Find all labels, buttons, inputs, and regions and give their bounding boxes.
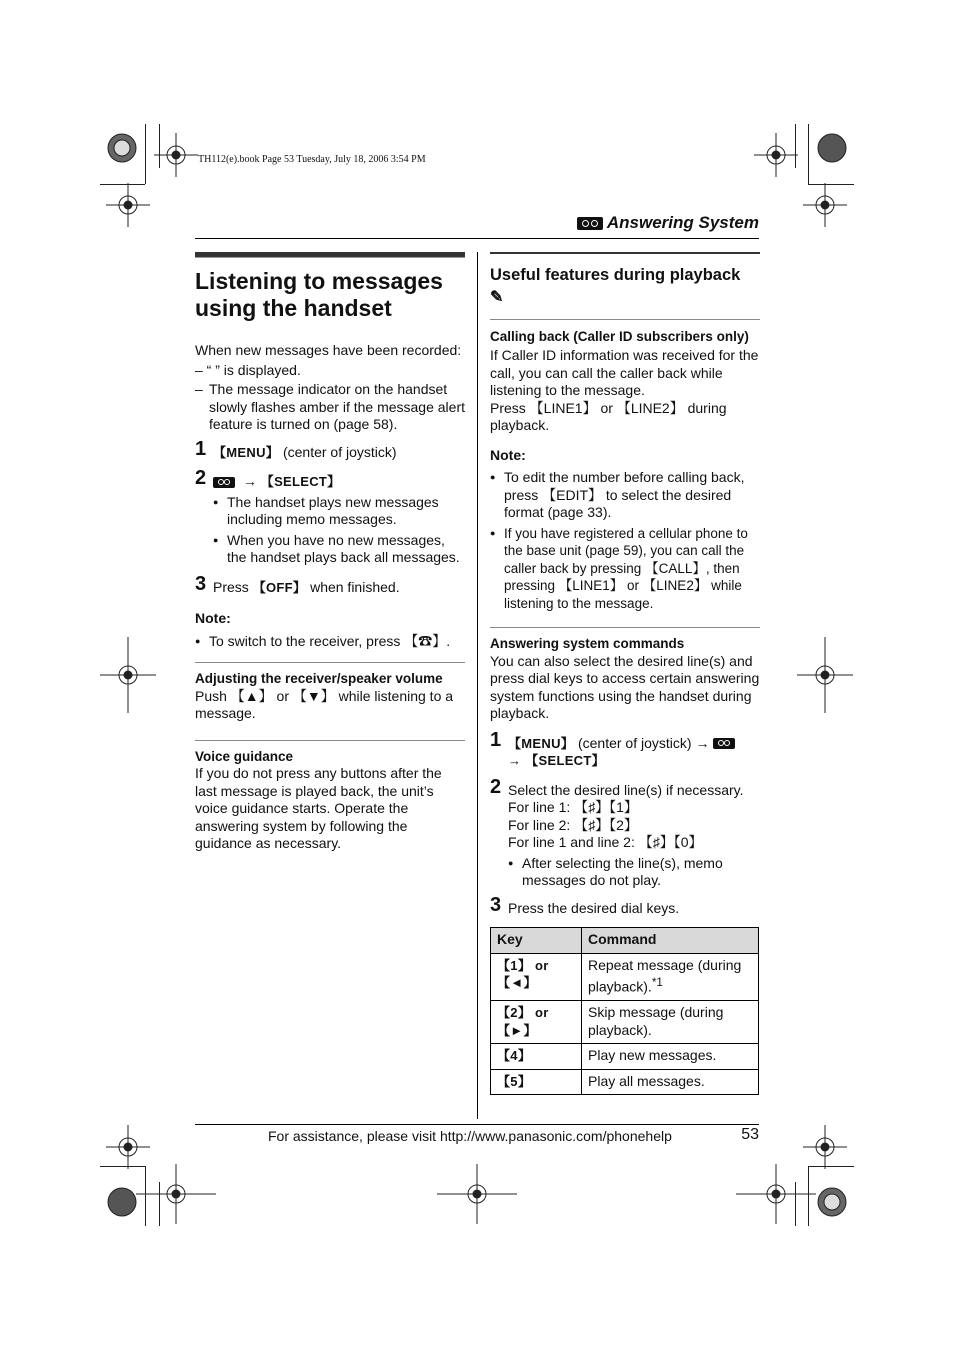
step-text: (center of joystick) xyxy=(279,443,397,460)
note-bullet: ● To edit the number before calling back, press 【EDIT】 to select the desired format (page 33). xyxy=(490,469,760,522)
indicator-note: – The message indicator on the handset slowly flashes amber if the message alert feature is turned on (page 58). xyxy=(195,381,465,434)
step-number: 1 xyxy=(195,437,207,460)
line-option: For line 1 and line 2: 【♯】【0】 xyxy=(508,834,703,850)
bullet: ● When you have no new messages, the handset plays back all messages. xyxy=(213,532,465,567)
table-header-row xyxy=(491,928,759,954)
commands-text: You can also select the desired line(s) and press dial keys to access certain answering system functions using the handset during playback. xyxy=(490,652,760,721)
menu-key: 【MENU】 xyxy=(213,444,280,460)
table-cell: Play all messages. xyxy=(582,1069,759,1095)
voice-text: If you do not press any buttons after the last message is played back, the unit’s voice guidance starts. Operate the answering system by following the guidance as necessary. xyxy=(195,765,442,851)
answering-tape-icon xyxy=(577,217,603,230)
section-heading-text: Useful features during playback xyxy=(490,266,741,284)
select-key: 【SELECT】 xyxy=(260,474,341,489)
callback-heading: Calling back (Caller ID subscribers only) xyxy=(490,329,749,344)
step-3 xyxy=(195,572,465,597)
section-header xyxy=(577,213,759,233)
footer-text: For assistance, please visit http://www.panasonic.com/phonehelp xyxy=(268,1128,672,1144)
bullet: ● After selecting the line(s), memo messages do not play. xyxy=(508,855,760,890)
answering-tape-icon xyxy=(213,477,235,488)
handset-icon: ✎ xyxy=(490,289,504,306)
intro-text: When new messages have been recorded: xyxy=(195,342,462,358)
book-info: TH112(e).book Page 53 Tuesday, July 18, 2006 3:54 PM xyxy=(198,154,426,165)
volume-heading: Adjusting the receiver/speaker volume xyxy=(195,671,443,686)
column-header: Key xyxy=(491,928,582,954)
answering-tape-icon xyxy=(713,738,735,749)
step-number: 2 xyxy=(490,775,502,798)
note-bullet: ● To switch to the receiver, press 【☎】. xyxy=(195,633,465,651)
table-row xyxy=(491,1044,759,1070)
table-cell: 【4】 xyxy=(491,1044,582,1070)
step-text: Press the desired dial keys. xyxy=(508,899,680,916)
step-2 xyxy=(490,775,760,890)
page-title: Listening to messages using the handset xyxy=(195,268,443,321)
divider xyxy=(490,627,760,628)
step-2 xyxy=(195,467,465,567)
step-text: Select the desired line(s) if necessary. xyxy=(508,781,744,798)
table-row xyxy=(491,953,759,1001)
table-cell: Skip message (during playback). xyxy=(582,1001,759,1044)
display-note: – “ ” is displayed. xyxy=(195,361,301,378)
page-number: 53 xyxy=(741,1126,759,1143)
footnote-ref: *1 xyxy=(651,976,663,989)
arrow: → xyxy=(239,473,261,489)
note-label: Note: xyxy=(490,446,526,463)
title-bar xyxy=(490,252,760,254)
table-row xyxy=(491,1001,759,1044)
step-number: 3 xyxy=(490,893,502,916)
section-heading xyxy=(490,264,760,309)
divider xyxy=(490,319,760,320)
volume-text: Push 【▲】 or 【▼】 while listening to a message. xyxy=(195,687,454,721)
step-number: 2 xyxy=(195,467,207,489)
callback-press: Press 【LINE1】 or 【LINE2】 during playback. xyxy=(490,399,727,433)
table-cell: Play new messages. xyxy=(582,1044,759,1070)
left-column xyxy=(195,252,465,853)
select-key: → 【SELECT】 xyxy=(508,753,605,768)
table-cell: 【1】 or 【◄】 xyxy=(491,953,582,1001)
line-option: For line 2: 【♯】【2】 xyxy=(508,816,638,833)
section-title: Answering System xyxy=(606,213,759,232)
callback-text: If Caller ID information was received for the call, you can call the caller back while listening to the message. xyxy=(490,347,759,398)
step-number: 1 xyxy=(490,728,502,751)
footer-rule xyxy=(195,1124,759,1125)
off-key: 【OFF】 xyxy=(252,579,307,595)
right-column xyxy=(490,252,760,1095)
table-cell: 【2】 or 【►】 xyxy=(491,1001,582,1044)
header-rule xyxy=(195,238,759,239)
divider xyxy=(195,662,465,663)
menu-key: 【MENU】 xyxy=(508,735,575,751)
title-bar xyxy=(195,252,465,258)
step-number: 3 xyxy=(195,572,207,595)
step-1 xyxy=(490,728,760,770)
cell-text: Repeat message (during playback). xyxy=(588,956,742,995)
divider xyxy=(195,740,465,741)
step-text: when finished. xyxy=(306,578,400,595)
step-3 xyxy=(490,893,760,918)
column-header: Command xyxy=(582,928,759,954)
line-option: For line 1: 【♯】【1】 xyxy=(508,799,638,815)
step-1 xyxy=(195,437,465,462)
table-row xyxy=(491,1069,759,1095)
table-cell xyxy=(582,953,759,1001)
note-bullet: ● If you have registered a cellular phone to the base unit (page 59), you can call the caller back by pressing 【CALL】, then pressing 【LINE1】 or 【LINE2】 while listening to the message. xyxy=(490,525,760,613)
note-label: Note: xyxy=(195,610,231,626)
commands-heading: Answering system commands xyxy=(490,636,685,651)
bullet: ● The handset plays new messages including memo messages. xyxy=(213,494,465,529)
step-text: (center of joystick) → xyxy=(574,734,714,751)
column-divider xyxy=(477,252,478,1119)
commands-table xyxy=(490,927,759,1095)
table-cell: 【5】 xyxy=(491,1069,582,1095)
step-text: Press xyxy=(213,578,253,595)
voice-heading: Voice guidance xyxy=(195,748,294,764)
